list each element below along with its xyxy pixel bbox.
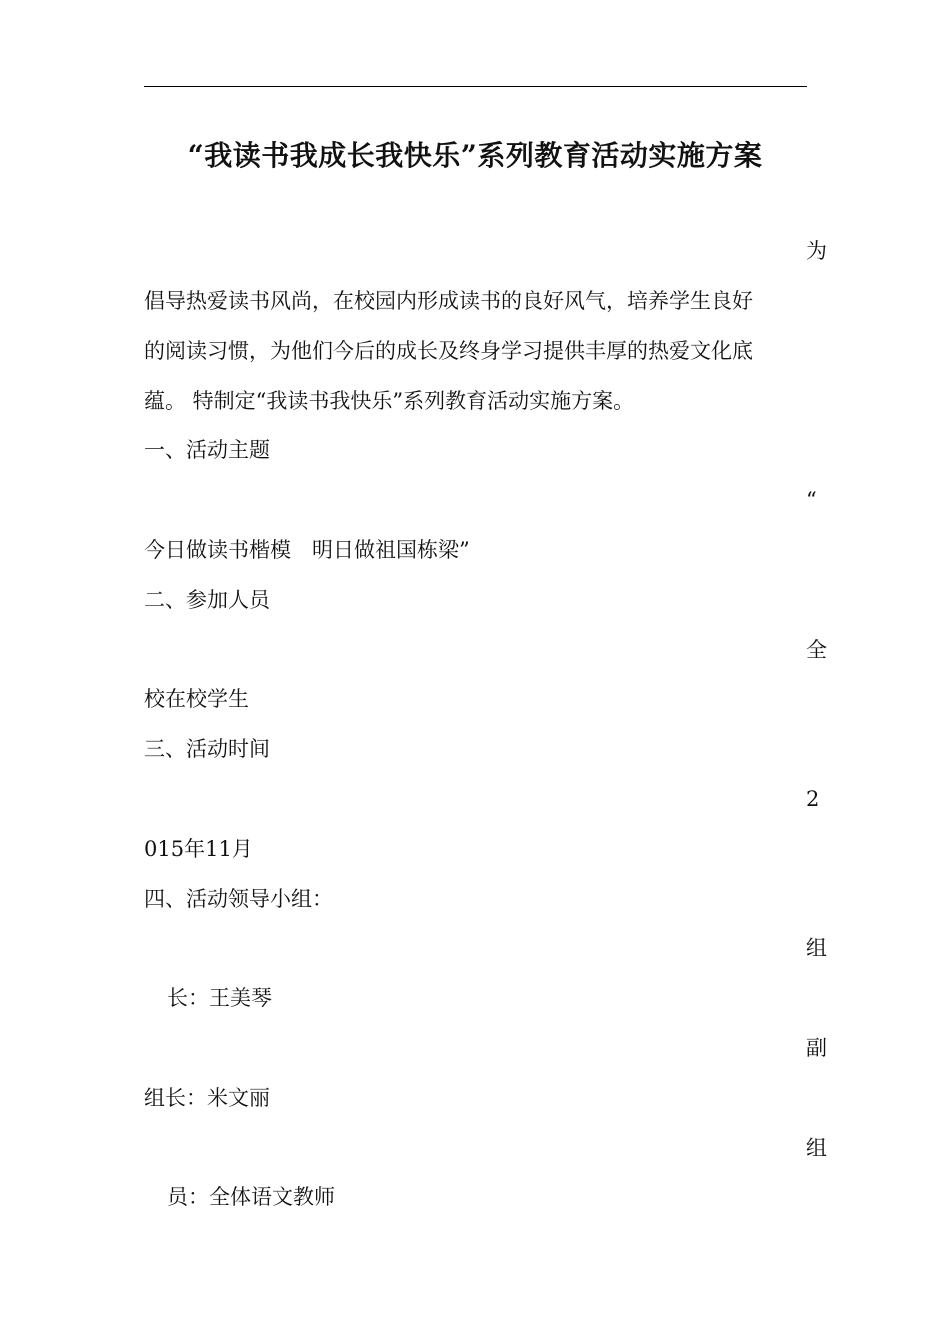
leader-lead-char: 组 bbox=[806, 936, 827, 960]
section-theme-heading: 一、活动主题 bbox=[144, 438, 270, 462]
intro-line-3: 蕴。 特制定“我读书我快乐”系列教育活动实施方案。 bbox=[144, 389, 635, 413]
section-participants-text: 校在校学生 bbox=[144, 687, 249, 711]
members-lead-char: 组 bbox=[806, 1136, 827, 1160]
section-theme-text: 今日做读书楷模 明日做祖国栋梁” bbox=[144, 538, 470, 562]
intro-lead-char: 为 bbox=[806, 239, 827, 263]
section-time-text: 015年11月 bbox=[144, 837, 253, 861]
section-theme-lead-char: “ bbox=[806, 488, 817, 512]
section-leadership-heading: 四、活动领导小组： bbox=[144, 887, 333, 911]
document-title: “我读书我成长我快乐”系列教育活动实施方案 bbox=[187, 139, 763, 172]
section-time-lead-char: 2 bbox=[806, 787, 820, 811]
intro-line-2: 的阅读习惯，为他们今后的成长及终身学习提供丰厚的热爱文化底 bbox=[144, 339, 753, 363]
intro-line-1: 倡导热爱读书风尚，在校园内形成读书的良好风气，培养学生良好 bbox=[144, 289, 753, 313]
section-participants-heading: 二、参加人员 bbox=[144, 588, 270, 612]
deputy-text: 组长：米文丽 bbox=[144, 1086, 270, 1110]
leader-text: 长：王美琴 bbox=[167, 986, 272, 1010]
section-participants-lead-char: 全 bbox=[806, 638, 827, 662]
section-time-heading: 三、活动时间 bbox=[144, 737, 270, 761]
deputy-lead-char: 副 bbox=[806, 1036, 827, 1060]
header-rule bbox=[144, 86, 807, 87]
members-text: 员：全体语文教师 bbox=[167, 1185, 335, 1209]
